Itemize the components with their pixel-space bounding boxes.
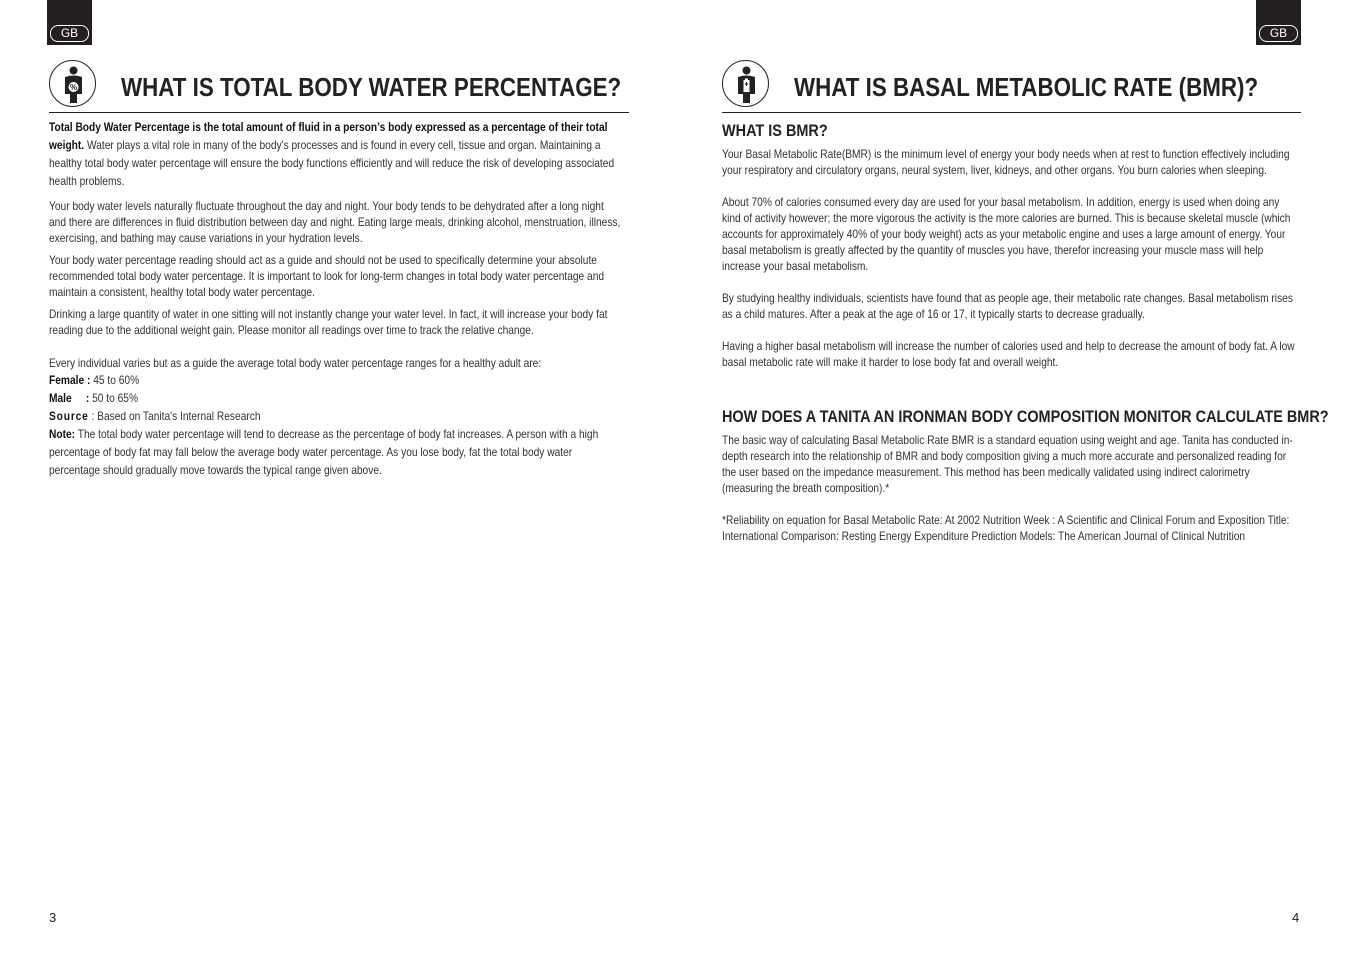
paragraph: By studying healthy individuals, scientists have found that as people age, their metabolic rate changes. Basal metabolism rises as a child matures. After a peak at the age of 16 or 17, it typically starts to decrease gradually. [722,291,1293,321]
intro-text: Water plays a vital role in many of the body's processes and is found in every cell, tissue and organ. Maintaining a healthy total body water percentage will ensure the body functions efficiently and will reduce the risk of developing associated health problems. [49,138,615,188]
male-value: 50 to 65% [89,391,139,405]
female-value: 45 to 60% [90,373,140,387]
page-title: WHAT IS TOTAL BODY WATER PERCENTAGE? [121,72,622,102]
body-text [722,432,1300,544]
svg-text:%: % [69,83,78,92]
right-page [676,0,1351,954]
paragraph: Having a higher basal metabolism will increase the number of calories used and help to decrease the amount of body fat. A low basal metabolic rate will make it harder to lose body fat and overall weight. [722,339,1295,369]
note-label: Note: [49,427,76,441]
page-title: WHAT IS BASAL METABOLIC RATE (BMR)? [794,72,1259,102]
body-text [49,118,624,479]
source-label: Source [49,409,89,423]
body-water-percent-icon [49,60,96,107]
section-subheading: WHAT IS BMR? [722,121,828,140]
paragraph: Your body water levels naturally fluctuate throughout the day and night. Your body tends to be dehydrated after a long night and there are differences in fluid distribution between day and night. Eating large meals, drinking alcohol, menstruation, illness, exercising, and bathing may cause variations in your hydration levels. [49,199,621,245]
language-tab [1256,0,1301,45]
language-tab [47,0,92,45]
note-text: The total body water percentage will tend to decrease as the percentage of body fat increases. A person with a high percentage of body fat may fall below the average body water percentage. As you lose body, fat the total body water percentage should gradually move towards the typical range given above. [49,427,599,477]
section-subheading: HOW DOES A TANITA AN IRONMAN BODY COMPOSITION MONITOR CALCULATE BMR? [722,407,1329,426]
paragraph: Your body water percentage reading should act as a guide and should not be used to specifically determine your absolute recommended total body water percentage. It is important to look for long-term changes in total body water percentage and maintain a consistent, healthy total body water percentage. [49,253,605,299]
body-energy-icon [722,60,769,107]
intro-bold: Total Body Water Percentage is the total amount of fluid in a person’s body expressed as a percentage of their total weight. [49,120,608,152]
paragraph: The basic way of calculating Basal Metabolic Rate BMR is a standard equation using weight and age. Tanita has conducted in-depth research into the relationship of BMR and body composition giving a much more accurate and personalized reading for the user based on the impedance measurement. This method has been medically validated using indirect calorimetry (measuring the breath composition).* [722,433,1293,495]
ranges-intro: Every individual varies but as a guide the average total body water percentage ranges for a healthy adult are: [49,356,542,370]
body-text [722,146,1300,370]
section-heading [722,60,1301,113]
source-value: : Based on Tanita's Internal Research [88,409,261,423]
male-label: Male : [49,391,90,405]
footnote: *Reliability on equation for Basal Metabolic Rate: At 2002 Nutrition Week : A Scientific and Clinical Forum and Exposition Title: International Comparison: Resting Energy Expenditure Prediction Models: The American Journal of Clinical Nutrition [722,513,1290,543]
paragraph: About 70% of calories consumed every day are used for your basal metabolism. In addition, energy is used when doing any kind of activity however; the more vigorous the activity is the more calories are burned. This is because skeletal muscle (which accounts for approximately 40% of your body weight) acts as your metabolic engine and uses a large amount of energy. Your basal metabolism is greatly affected by the quantity of muscles you have, therefor increasing your muscle mass will help increase your basal metabolism. [722,195,1291,273]
language-badge: GB [50,25,89,42]
paragraph: Drinking a large quantity of water in one sitting will not instantly change your water level. In fact, it will increase your body fat reading due to the additional weight gain. Please monitor all readings over time to track the relative change. [49,307,608,337]
paragraph: Your Basal Metabolic Rate(BMR) is the minimum level of energy your body needs when at rest to function effectively including your respiratory and circulatory organs, neural system, liver, kidneys, and other organs. You burn calories when sleeping. [722,147,1290,177]
female-label: Female : [49,373,91,387]
section-heading [49,60,629,113]
language-badge: GB [1259,25,1298,42]
page-number: 3 [49,910,57,925]
page-number: 4 [1292,910,1300,925]
